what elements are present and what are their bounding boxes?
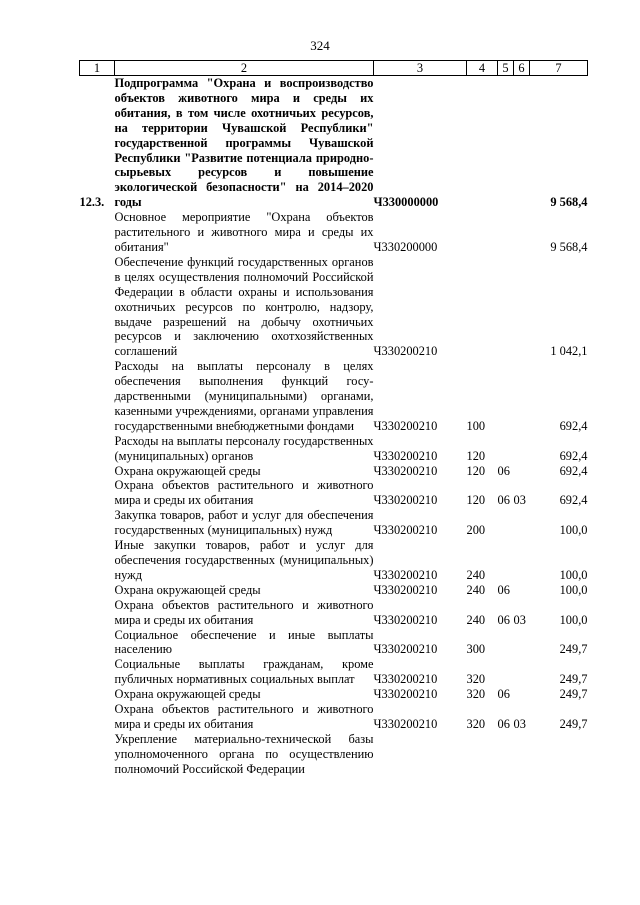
subsection <box>514 464 530 479</box>
section: 06 <box>497 582 510 597</box>
table-row <box>80 732 588 777</box>
header-row <box>80 61 588 76</box>
section: 06 <box>497 612 510 627</box>
table-row <box>80 464 588 479</box>
target-code: Ч330200210 <box>373 672 438 687</box>
expense-type: 300 <box>466 642 486 657</box>
amount: 100,0 <box>559 612 588 627</box>
row-number <box>80 255 115 359</box>
section: 06 <box>497 493 510 508</box>
subsection: 03 <box>513 493 526 508</box>
row-name: Укрепление материально-технической базы уполномоченного органа по осуществлению полномочий Российской Федерации <box>114 731 374 776</box>
row-number <box>80 508 115 538</box>
row-number <box>80 702 115 732</box>
row-number <box>80 359 115 434</box>
subsection <box>514 657 530 687</box>
amount: 249,7 <box>559 642 588 657</box>
table-row <box>80 687 588 702</box>
target-code: Ч330200210 <box>373 612 438 627</box>
subsection <box>514 359 530 434</box>
section <box>498 76 514 211</box>
subsection <box>514 434 530 464</box>
row-name: Охрана объектов растительного и животного мира и среды их обитания <box>114 478 374 508</box>
section <box>498 434 514 464</box>
target-code: Ч330200210 <box>373 642 438 657</box>
expense-type: 240 <box>466 567 486 582</box>
target-code: Ч330200210 <box>373 687 438 702</box>
table-row <box>80 508 588 538</box>
section <box>498 538 514 583</box>
expense-type: 200 <box>466 523 486 538</box>
subsection <box>514 210 530 255</box>
amount: 249,7 <box>559 687 588 702</box>
expense-type: 320 <box>466 716 486 731</box>
row-name: Охрана окружающей среды <box>114 582 261 597</box>
target-code: Ч330200210 <box>373 493 438 508</box>
row-name: Охрана окружающей среды <box>114 463 261 478</box>
table-row <box>80 538 588 583</box>
subsection <box>514 538 530 583</box>
page-number: 324 <box>310 38 330 53</box>
target-code: Ч330200000 <box>373 239 438 254</box>
header-col-6: 6 <box>514 61 530 76</box>
row-name: Иные закупки товаров, работ и услуг для обеспечения государственных (муниципальных) нужд <box>114 538 374 582</box>
expense-type <box>467 732 498 777</box>
header-col-3: 3 <box>374 61 467 76</box>
row-number <box>80 478 115 508</box>
section <box>498 255 514 359</box>
row-name: Социальное обеспечение и иные выплаты населению <box>114 627 374 657</box>
row-name: Обеспечение функций государственных органов в целях осуществления полномочий Российской Федерации в области охраны и использования охотничьих ресурсов по контролю, надзору, выдаче разрешений на добычу охотничьих ресурсов и заключению охотхозяйственных соглашений <box>114 254 374 359</box>
subsection <box>514 583 530 598</box>
row-number <box>80 464 115 479</box>
target-code: Ч330200210 <box>373 567 438 582</box>
section <box>498 508 514 538</box>
expense-type: 120 <box>466 448 486 463</box>
row-number <box>80 628 115 658</box>
target-code: Ч330200210 <box>373 523 438 538</box>
expense-type: 320 <box>466 687 486 702</box>
row-name: Охрана объектов растительного и животного мира и среды их обитания <box>114 702 374 731</box>
expense-type <box>467 76 498 211</box>
subsection: 03 <box>513 612 526 627</box>
header-col-4: 4 <box>467 61 498 76</box>
row-number <box>80 687 115 702</box>
row-name: Охрана окружающей среды <box>114 687 261 702</box>
row-name: Закупка товаров, работ и услуг для обеспечения государственных (муниципальных) нужд <box>114 508 374 538</box>
section <box>498 628 514 658</box>
row-name: Расходы на выплаты персоналу государственных (муниципальных) органов <box>114 433 374 463</box>
row-number: 12.3. <box>79 195 105 210</box>
row-name: Социальные выплаты гражданам, кроме публичных нормативных социальных выплат <box>114 657 374 687</box>
row-number <box>80 598 115 628</box>
table-row <box>80 76 588 211</box>
section <box>498 210 514 255</box>
section <box>498 732 514 777</box>
expense-type: 240 <box>466 582 486 597</box>
subsection: 03 <box>513 716 526 731</box>
amount: 100,0 <box>559 523 588 538</box>
expense-type: 320 <box>466 672 486 687</box>
section: 06 <box>497 687 510 702</box>
amount <box>530 732 588 777</box>
section: 06 <box>497 463 510 478</box>
amount: 249,7 <box>559 716 588 731</box>
amount: 9 568,4 <box>550 239 588 254</box>
table-row <box>80 210 588 255</box>
row-name: Расходы на выплаты персоналу в целях обеспечения выполнения функций государственными (муниципальными) органами, казенными учреждениями, органами управления государственными внебюджетными фондами <box>114 359 374 433</box>
target-code: Ч330200210 <box>373 344 438 359</box>
amount: 692,4 <box>559 448 588 463</box>
subsection <box>514 687 530 702</box>
subsection <box>514 76 530 211</box>
expense-type: 240 <box>466 612 486 627</box>
section <box>498 359 514 434</box>
expense-type: 120 <box>466 493 486 508</box>
amount: 9 568,4 <box>550 195 588 210</box>
target-code: Ч330200210 <box>373 582 438 597</box>
target-code: Ч330000000 <box>373 195 439 210</box>
target-code: Ч330200210 <box>373 716 438 731</box>
subsection <box>514 508 530 538</box>
table-row <box>80 657 588 687</box>
row-number <box>80 732 115 777</box>
table-row <box>80 478 588 508</box>
subsection <box>514 255 530 359</box>
amount: 692,4 <box>559 493 588 508</box>
subsection <box>514 732 530 777</box>
subsection <box>514 628 530 658</box>
table-row <box>80 434 588 464</box>
header-col-1: 1 <box>80 61 115 76</box>
amount: 100,0 <box>559 567 588 582</box>
header-col-2: 2 <box>115 61 374 76</box>
expense-type: 120 <box>466 463 486 478</box>
amount: 692,4 <box>559 418 588 433</box>
table-row <box>80 359 588 434</box>
expense-type <box>467 210 498 255</box>
section: 06 <box>497 716 510 731</box>
target-code: Ч330200210 <box>373 448 438 463</box>
amount: 1 042,1 <box>550 344 588 359</box>
row-name: Основное мероприятие "Охрана объектов растительного и животного мира и среды их обитания" <box>114 210 374 254</box>
table-row <box>80 598 588 628</box>
expense-type: 100 <box>466 418 486 433</box>
header-col-7: 7 <box>530 61 588 76</box>
row-number <box>80 538 115 583</box>
expense-type <box>467 255 498 359</box>
target-code: Ч330200210 <box>373 418 438 433</box>
target-code <box>374 732 467 777</box>
row-name: Охрана объектов растительного и животного мира и среды их обитания <box>114 597 374 627</box>
row-number <box>80 657 115 687</box>
row-number <box>80 583 115 598</box>
section <box>498 657 514 687</box>
amount: 249,7 <box>559 672 588 687</box>
table-row <box>80 628 588 658</box>
table-row <box>80 255 588 359</box>
amount: 100,0 <box>559 582 588 597</box>
amount: 692,4 <box>559 463 588 478</box>
table-row <box>80 702 588 732</box>
table-row <box>80 583 588 598</box>
row-number <box>80 210 115 255</box>
row-name: Подпрограмма "Охрана и воспроизводство объектов животного мира и среды их обитания, в том числе охотничьих ресурсов, на территории Чувашской Республики" государственной программы Чувашской Республики "Развитие потенциала природно-сырьевых ресурсов и повышение экологической безопасности" на 2014–2020 годы <box>114 76 374 210</box>
header-col-5: 5 <box>498 61 514 76</box>
row-number <box>80 434 115 464</box>
target-code: Ч330200210 <box>373 463 438 478</box>
budget-table <box>79 60 588 777</box>
